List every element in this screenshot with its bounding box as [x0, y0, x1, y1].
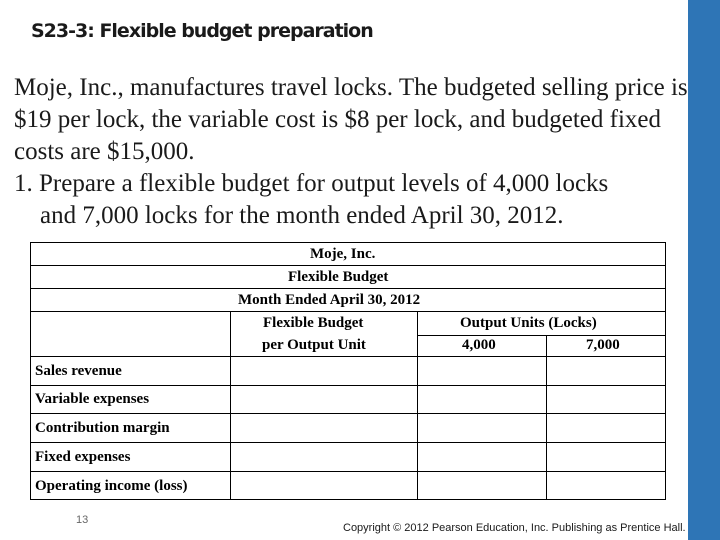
table-rule	[31, 288, 665, 289]
column-header-output-units: Output Units (Locks)	[460, 315, 597, 331]
table-rule	[417, 335, 665, 336]
table-rule	[31, 385, 665, 386]
column-header-7000: 7,000	[586, 337, 620, 353]
instruction-line-continued: and 7,000 locks for the month ended April 30, 2012.	[40, 202, 564, 229]
slide-number: 13	[76, 514, 89, 526]
row-label-variable-expenses: Variable expenses	[35, 391, 150, 407]
table-rule	[31, 311, 665, 312]
column-header-4000: 4,000	[462, 337, 496, 353]
copyright-notice: Copyright © 2012 Pearson Education, Inc. Publishing as Prentice Hall.	[343, 522, 686, 534]
slide-title: S23-3: Flexible budget preparation	[31, 20, 373, 42]
column-header-flexible-budget: Flexible Budget	[263, 315, 364, 331]
instruction-line: 1. Prepare a flexible budget for output levels of 4,000 locks	[14, 170, 609, 197]
problem-text	[14, 72, 694, 232]
column-header-per-output-unit: per Output Unit	[262, 337, 366, 353]
row-label-contribution-margin: Contribution margin	[35, 420, 170, 436]
row-label-fixed-expenses: Fixed expenses	[35, 449, 131, 465]
report-name: Flexible Budget	[288, 269, 389, 285]
problem-paragraph: Moje, Inc., manufactures travel locks. The budgeted selling price is $19 per lock, the variable cost is $8 per lock, and budgeted fixed costs are $15,000.	[14, 74, 688, 165]
company-name: Moje, Inc.	[310, 246, 376, 262]
flexible-budget-table	[30, 242, 666, 500]
table-rule	[31, 413, 665, 414]
table-rule	[31, 471, 665, 472]
table-rule	[31, 442, 665, 443]
row-label-operating-income: Operating income (loss)	[35, 478, 188, 494]
report-period: Month Ended April 30, 2012	[238, 292, 421, 308]
table-rule	[417, 311, 418, 499]
table-rule	[31, 356, 665, 357]
row-label-sales-revenue: Sales revenue	[35, 363, 122, 379]
table-rule	[230, 311, 231, 499]
table-rule	[31, 265, 665, 266]
table-rule	[546, 335, 547, 499]
